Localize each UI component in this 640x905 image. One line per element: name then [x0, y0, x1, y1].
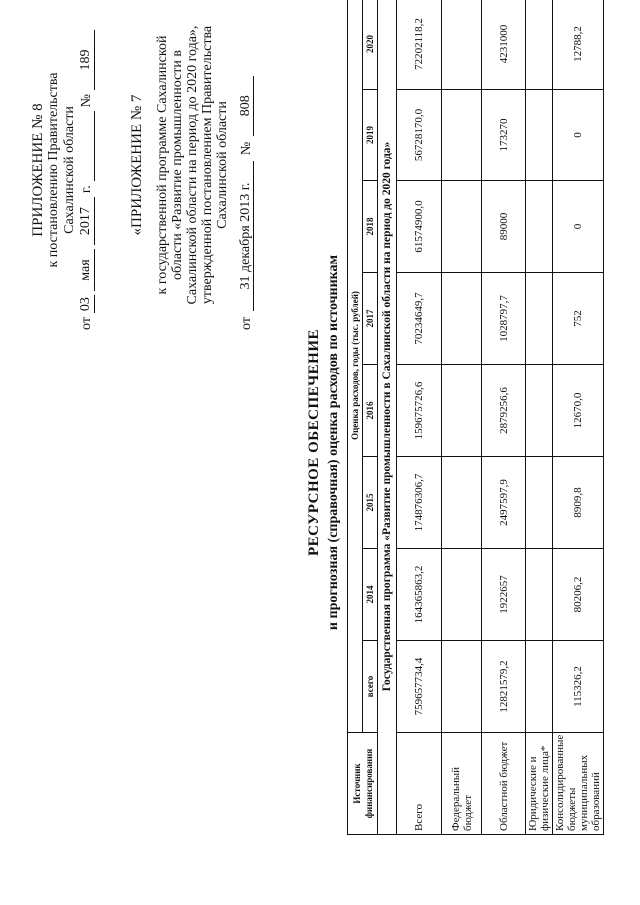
- annex8-blank: [94, 111, 95, 181]
- value-cell: [526, 0, 553, 90]
- annex8-year: 2017: [78, 197, 95, 245]
- value-cell: [442, 457, 482, 549]
- estimate-header: Оценка расходов, годы (тыс. рублей): [348, 0, 363, 733]
- annex8-month: мая: [78, 249, 95, 291]
- value-cell: 0: [553, 181, 604, 273]
- annex8-number-prefix: №: [79, 94, 94, 108]
- value-cell: 12821579,2: [482, 641, 526, 733]
- annex8-day: 03: [78, 297, 93, 312]
- source-header: Источник финансирования: [348, 733, 378, 835]
- source-cell: Консолидированные бюджеты муниципальных образований: [553, 733, 604, 835]
- annex8-line1: к постановлению Правительства: [46, 72, 61, 268]
- value-cell: 1028797,7: [482, 273, 526, 365]
- value-cell: 8909,8: [553, 457, 604, 549]
- value-cell: 2879256,6: [482, 365, 526, 457]
- annex8-year-suffix: г.: [79, 185, 94, 194]
- value-cell: 2497597,9: [482, 457, 526, 549]
- value-cell: 12788,2: [553, 0, 604, 90]
- value-cell: [526, 549, 553, 641]
- table-row: [397, 0, 442, 835]
- value-cell: [526, 457, 553, 549]
- value-cell: 4231000: [482, 0, 526, 90]
- table-row: [442, 0, 482, 835]
- value-cell: 115326,2: [553, 641, 604, 733]
- header-row-years: [363, 0, 378, 835]
- annex8-from: от: [79, 317, 94, 330]
- annex7-line: Сахалинской области на период до 2020 года»,: [185, 25, 200, 305]
- annex8-date-row: [78, 10, 95, 330]
- value-cell: [526, 181, 553, 273]
- value-cell: [442, 181, 482, 273]
- heading-title: РЕСУРСНОЕ ОБЕСПЕЧЕНИЕ: [306, 328, 322, 557]
- table-row: [553, 0, 604, 835]
- program-title: Государственная программа «Развитие промышленности в Сахалинской области на период до 2020 года»: [378, 0, 397, 835]
- source-cell: Юридические и физические лица*: [526, 733, 553, 835]
- annex8-line2: Сахалинской области: [62, 106, 77, 234]
- annex7-title: «ПРИЛОЖЕНИЕ № 7: [129, 94, 145, 236]
- annex7-number: 808: [238, 76, 254, 136]
- program-row: [378, 0, 397, 835]
- annex7-header: [130, 0, 254, 330]
- resource-table: [347, 0, 604, 835]
- heading-subtitle: и прогнозная (справочная) оценка расходов по источникам: [326, 254, 341, 631]
- column-header: 2014: [363, 549, 378, 641]
- value-cell: 56728170,0: [397, 90, 442, 181]
- column-header: 2016: [363, 365, 378, 457]
- column-header: 2020: [363, 0, 378, 90]
- column-header: всего: [363, 641, 378, 733]
- value-cell: 174876306,7: [397, 457, 442, 549]
- value-cell: 1922657: [482, 549, 526, 641]
- value-cell: 0: [553, 90, 604, 181]
- value-cell: 759657734,4: [397, 641, 442, 733]
- annex7-number-prefix: №: [239, 141, 254, 156]
- source-cell: Областной бюджет: [482, 733, 526, 835]
- value-cell: [442, 90, 482, 181]
- value-cell: 12670,0: [553, 365, 604, 457]
- value-cell: [526, 365, 553, 457]
- value-cell: 752: [553, 273, 604, 365]
- annex7-line: утвержденной постановлением Правительства: [200, 25, 215, 305]
- column-header: 2017: [363, 273, 378, 365]
- column-header: 2018: [363, 181, 378, 273]
- value-cell: 89000: [482, 181, 526, 273]
- value-cell: [526, 90, 553, 181]
- value-cell: 72202118,2: [397, 0, 442, 90]
- annex8-header: [30, 10, 95, 330]
- value-cell: [442, 549, 482, 641]
- source-cell: Федеральный бюджет: [442, 733, 482, 835]
- value-cell: [526, 641, 553, 733]
- annex7-line: области «Развитие промышленности в: [170, 50, 185, 280]
- annex8-number: 189: [78, 30, 95, 90]
- table-row: [526, 0, 553, 835]
- value-cell: 159675726,6: [397, 365, 442, 457]
- annex7-line: к государственной программе Сахалинской: [155, 35, 170, 295]
- table-row: [482, 0, 526, 835]
- annex7-date: 31 декабря 2013 г.: [238, 161, 254, 311]
- header-row-top: [348, 0, 363, 835]
- value-cell: 70234649,7: [397, 273, 442, 365]
- value-cell: [442, 0, 482, 90]
- value-cell: 164365863,2: [397, 549, 442, 641]
- annex7-from: от: [239, 317, 254, 330]
- annex8-title: ПРИЛОЖЕНИЕ № 8: [30, 103, 46, 237]
- value-cell: 61574900,0: [397, 181, 442, 273]
- value-cell: [442, 641, 482, 733]
- column-header: 2015: [363, 457, 378, 549]
- value-cell: [526, 273, 553, 365]
- value-cell: [442, 365, 482, 457]
- annex7-line: Сахалинской области: [215, 101, 230, 229]
- annex7-date-row: [238, 0, 254, 330]
- value-cell: 173270: [482, 90, 526, 181]
- source-cell: Всего: [397, 733, 442, 835]
- value-cell: [442, 273, 482, 365]
- value-cell: 80206,2: [553, 549, 604, 641]
- column-header: 2019: [363, 90, 378, 181]
